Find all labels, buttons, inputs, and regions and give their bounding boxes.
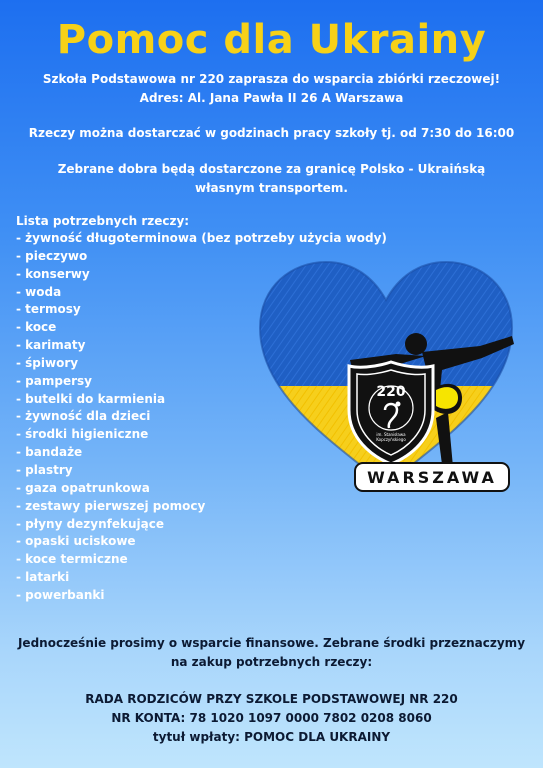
list-item: - żywność dla dzieci (16, 409, 151, 424)
finance-line-1: Jednocześnie prosimy o wsparcie finansowe. Zebrane środki przeznaczymy (17, 636, 526, 650)
list-item: - śpiwory (16, 355, 79, 370)
badge-city: WARSZAWA (367, 467, 497, 487)
transfer-title: tytuł wpłaty: POMOC DLA UKRAINY (152, 730, 391, 744)
list-item: - woda (16, 284, 62, 299)
list-item: - termosy (16, 302, 81, 317)
account-holder: RADA RODZICÓW PRZY SZKOLE PODSTAWOWEJ NR 220 (85, 692, 458, 706)
list-item: - opaski uciskowe (16, 534, 136, 549)
intro-line-address: Adres: Al. Jana Pawła II 26 A Warszawa (139, 91, 404, 105)
crest-arc-text: im. Stanisława Kopczyńskiego (376, 432, 406, 442)
list-item: - żywność długoterminowa (bez potrzeby użycia wody) (16, 231, 387, 245)
list-item: - butelki do karmienia (16, 391, 166, 406)
list-item: - latarki (16, 570, 70, 585)
list-item: - pieczywo (16, 248, 88, 263)
list-item: - gaza opatrunkowa (16, 480, 150, 495)
intro-line-school: Szkoła Podstawowa nr 220 zaprasza do wsparcia zbiórki rzeczowej! (42, 72, 501, 86)
warszawa-badge (354, 462, 510, 492)
list-item: - karimaty (16, 338, 86, 353)
list-item: - płyny dezynfekujące (16, 516, 164, 531)
bank-account-info (0, 690, 543, 747)
list-item: - plastry (16, 462, 73, 477)
finance-line-2: na zakup potrzebnych rzeczy: (170, 655, 373, 669)
school-crest-icon (345, 358, 437, 468)
list-item: - pampersy (16, 373, 92, 388)
page-title: Pomoc dla Ukrainy (56, 17, 487, 63)
transport-line-2: własnym transportem. (195, 181, 348, 195)
list-item: - koce (16, 320, 57, 335)
crest-number: 220 (376, 384, 406, 400)
list-item: - powerbanki (16, 587, 105, 602)
list-heading: Lista potrzebnych rzeczy: (16, 214, 190, 228)
list-item: - zestawy pierwszej pomocy (16, 498, 206, 513)
list-item: - środki higieniczne (16, 427, 149, 442)
account-number: NR KONTA: 78 1020 1097 0000 7802 0208 8060 (111, 711, 432, 725)
list-item: - koce termiczne (16, 552, 128, 567)
list-item: - konserwy (16, 266, 90, 281)
transport-line-1: Zebrane dobra będą dostarczone za granicę Polsko - Ukraińską (57, 162, 486, 176)
delivery-hours: Rzeczy można dostarczać w godzinach pracy szkoły tj. od 7:30 do 16:00 (28, 126, 515, 140)
list-item: - bandaże (16, 445, 83, 460)
finance-request (0, 634, 543, 672)
intro-text (0, 70, 543, 108)
transport-info (0, 160, 543, 198)
